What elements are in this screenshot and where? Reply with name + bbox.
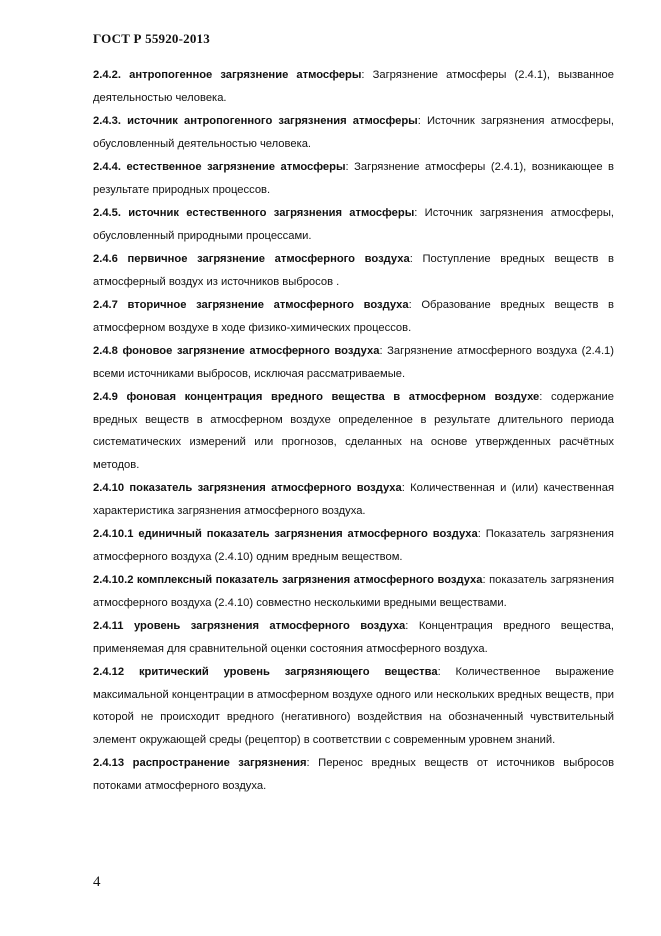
entry-definition: : Количественное выражение максимальной концентрации в атмосферном воздухе одного или нескольких вредных веществ, при которой не происходит вредного (негативного) воздействия на обозначенный чувствительный элемент окружающей среды (рецептор) в соответствии с современным уровнем знаний. — [93, 666, 614, 746]
definition-entry — [93, 248, 614, 293]
entry-definition: : Перенос вредных веществ от источников выбросов потоками атмосферного воздуха. — [93, 757, 615, 792]
entry-definition: : содержание вредных веществ в атмосферном воздухе определенное в результате длительного периода систематических измерений или прогнозов, сделанных на основе утвержденных расчётных методов. — [93, 391, 614, 471]
entry-number: 2.4.10 — [93, 482, 125, 494]
entry-definition: : Показатель загрязнения атмосферного воздуха (2.4.10) одним вредным веществом. — [93, 528, 614, 563]
entry-definition: : Источник загрязнения атмосферы, обусловленный деятельностью человека. — [93, 115, 614, 150]
entry-definition: : Загрязнение атмосферы (2.4.1), вызванное деятельностью человека. — [93, 69, 614, 104]
entry-term: антропогенное загрязнение атмосферы — [129, 69, 362, 81]
definition-entry — [93, 661, 614, 751]
definition-entry — [93, 110, 614, 155]
document-header: ГОСТ Р 55920-2013 — [93, 31, 210, 46]
definition-entry — [93, 386, 614, 476]
entry-term: источник антропогенного загрязнения атмосферы — [127, 115, 418, 127]
definition-entry — [93, 202, 614, 247]
entry-number: 2.4.3. — [93, 115, 121, 127]
definitions-list — [93, 64, 614, 798]
entry-definition: : Источник загрязнения атмосферы, обусловленный природными процессами. — [93, 207, 615, 242]
entry-number: 2.4.10.1 — [93, 528, 134, 540]
entry-definition: : Концентрация вредного вещества, применяемая для сравнительной оценки состояния атмосферного воздуха. — [93, 620, 614, 655]
entry-term: естественное загрязнение атмосферы — [126, 161, 346, 173]
entry-term: показатель загрязнения атмосферного воздуха — [129, 482, 402, 494]
definition-entry — [93, 615, 614, 660]
definition-entry — [93, 64, 614, 109]
entry-number: 2.4.13 — [93, 757, 125, 769]
entry-term: распространение загрязнения — [132, 757, 307, 769]
definition-entry — [93, 340, 614, 385]
definition-entry — [93, 569, 614, 614]
entry-number: 2.4.9 — [93, 391, 118, 403]
entry-definition: : Загрязнение атмосферного воздуха (2.4.1) всеми источниками выбросов, исключая рассматриваемые. — [93, 345, 615, 380]
definition-entry — [93, 752, 614, 797]
entry-definition: : Образование вредных веществ в атмосферном воздухе в ходе физико-химических процессов. — [93, 299, 615, 334]
definition-entry — [93, 523, 614, 568]
entry-term: комплексный показатель загрязнения атмосферного воздуха — [136, 574, 483, 586]
entry-number: 2.4.2. — [93, 69, 121, 81]
entry-number: 2.4.10.2 — [93, 574, 134, 586]
entry-term: источник естественного загрязнения атмосферы — [128, 207, 415, 219]
entry-term: критический уровень загрязняющего вещества — [138, 666, 438, 678]
entry-definition: : Загрязнение атмосферы (2.4.1), возникающее в результате природных процессов. — [93, 161, 614, 196]
entry-number: 2.4.7 — [93, 299, 118, 311]
entry-term: единичный показатель загрязнения атмосферного воздуха — [138, 528, 478, 540]
definition-entry — [93, 156, 614, 201]
entry-term: фоновая концентрация вредного вещества в атмосферном воздухе — [126, 391, 540, 403]
entry-definition: : Количественная и (или) качественная характеристика загрязнения атмосферного воздуха. — [93, 482, 615, 517]
entry-number: 2.4.12 — [93, 666, 125, 678]
entry-number: 2.4.4. — [93, 161, 121, 173]
entry-number: 2.4.6 — [93, 253, 118, 265]
entry-definition: : Поступление вредных веществ в атмосферный воздух из источников выбросов . — [93, 253, 614, 288]
entry-definition: : показатель загрязнения атмосферного воздуха (2.4.10) совместно несколькими вредными веществами. — [93, 574, 615, 609]
entry-term: первичное загрязнение атмосферного воздуха — [127, 253, 410, 265]
entry-number: 2.4.5. — [93, 207, 121, 219]
entry-term: уровень загрязнения атмосферного воздуха — [133, 620, 406, 632]
entry-number: 2.4.11 — [93, 620, 124, 632]
entry-term: вторичное загрязнение атмосферного воздуха — [127, 299, 409, 311]
definition-entry — [93, 477, 614, 522]
definition-entry — [93, 294, 614, 339]
page-number: 4 — [93, 874, 101, 890]
entry-term: фоновое загрязнение атмосферного воздуха — [122, 345, 380, 357]
entry-number: 2.4.8 — [93, 345, 118, 357]
